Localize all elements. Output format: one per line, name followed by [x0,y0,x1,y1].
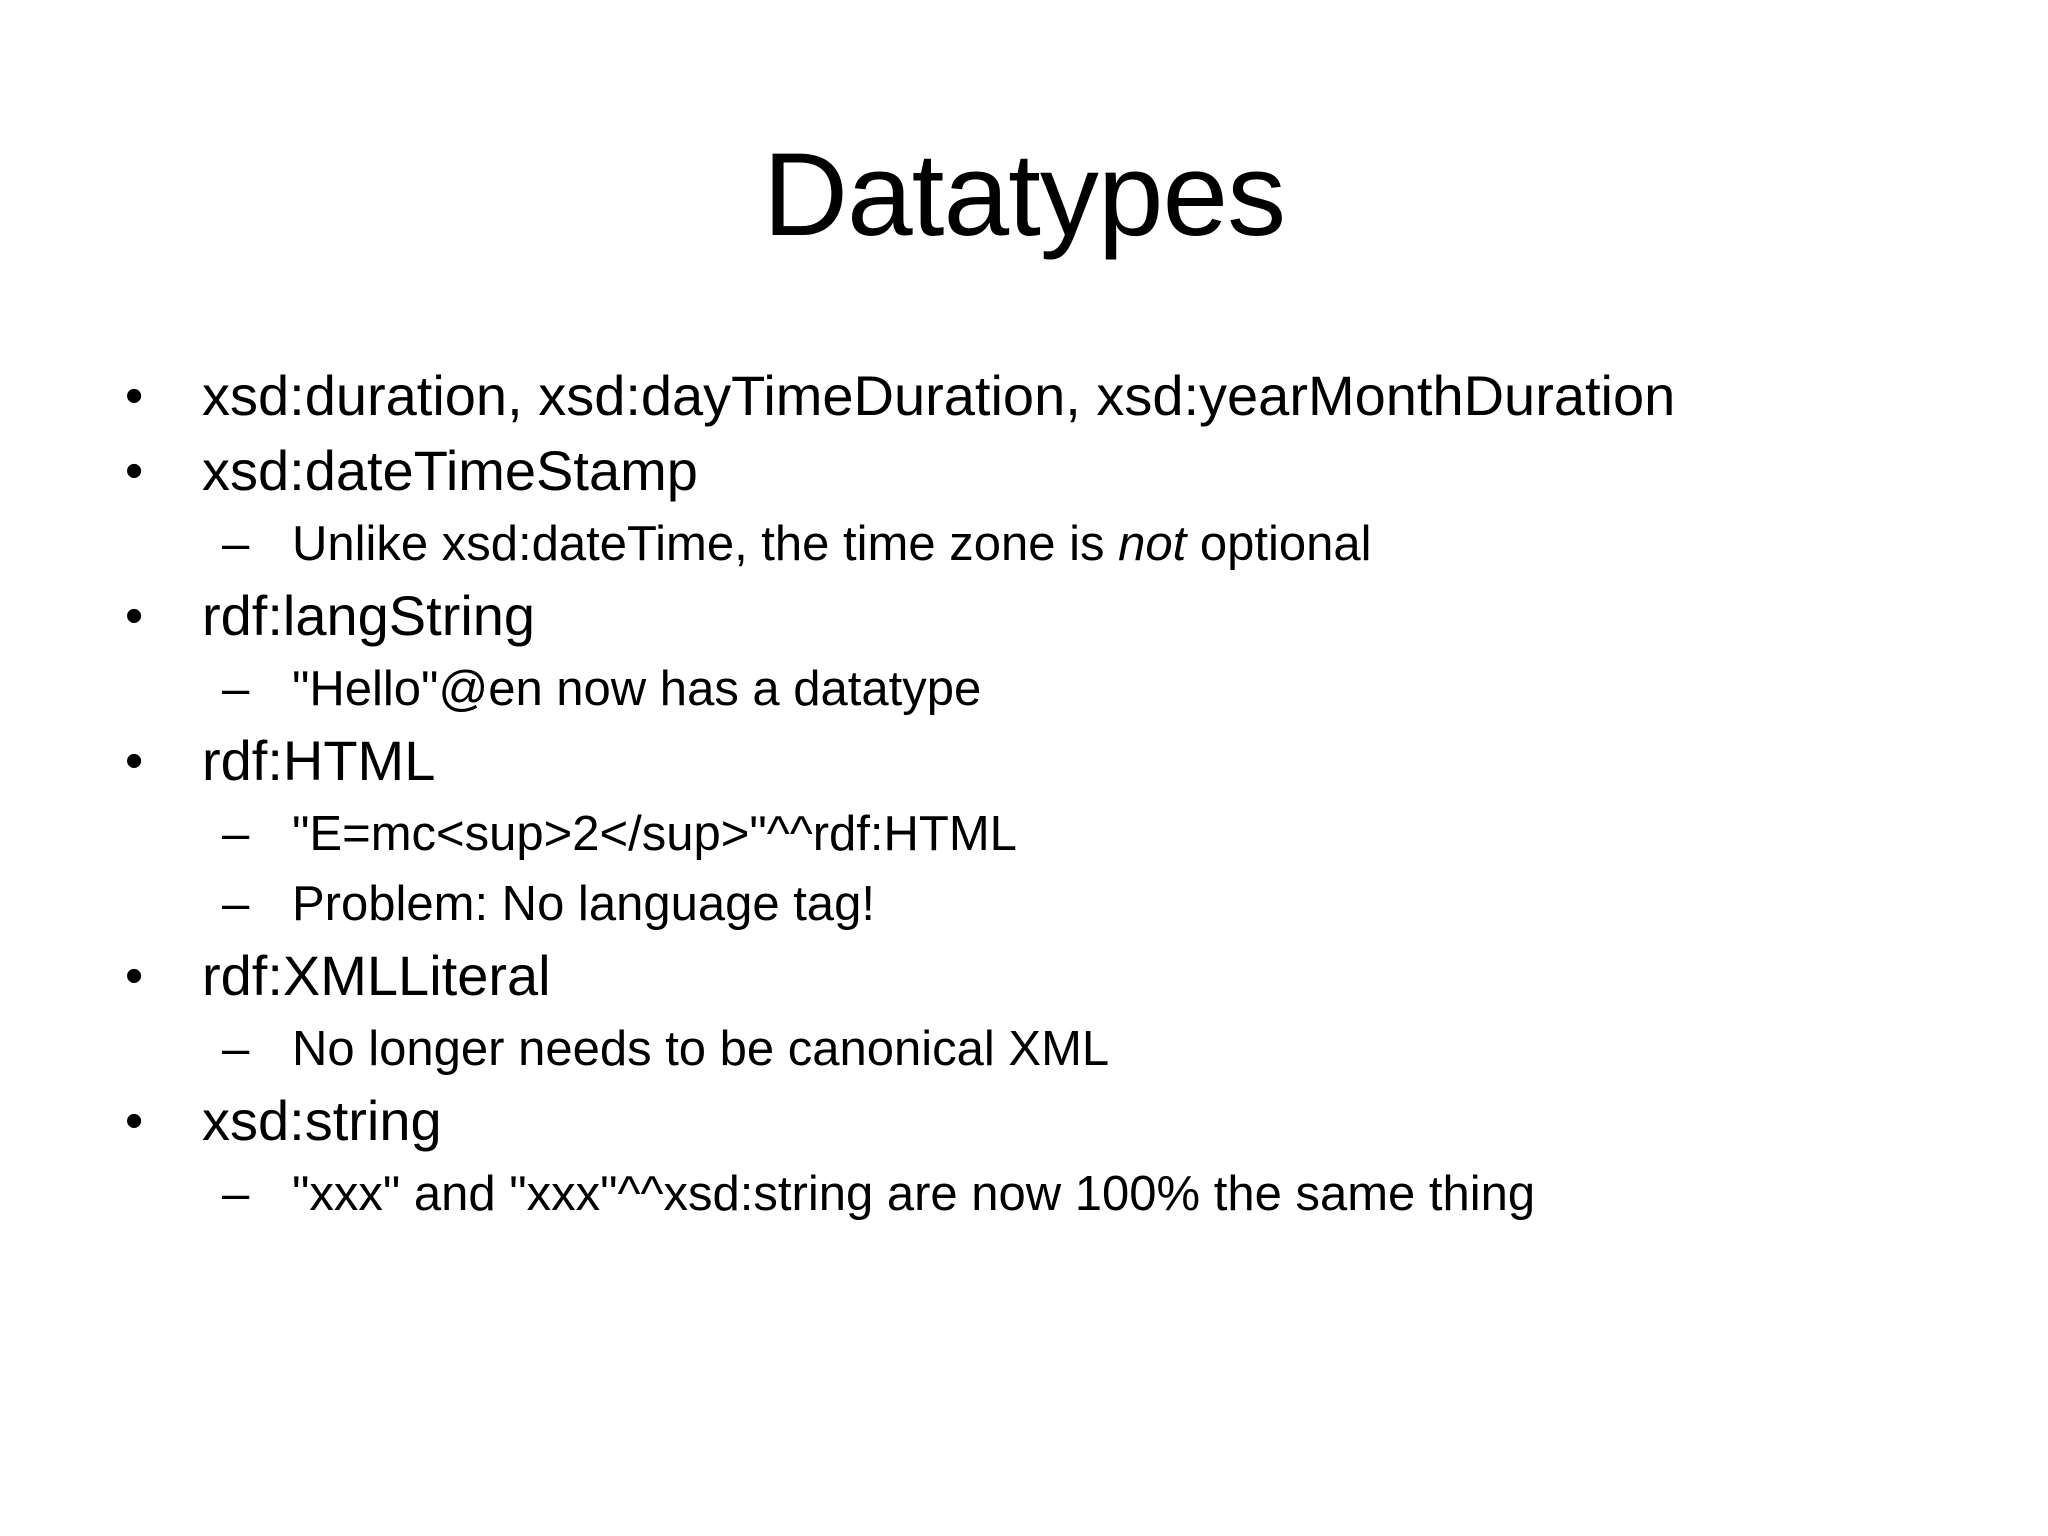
sub-text: "Hello"@en now has a datatype [292,662,982,716]
bullet-text: rdf:HTML [202,729,436,792]
slide-title: Datatypes [762,129,1286,261]
sub-marker: – [222,1022,250,1076]
sub-text-before: Unlike xsd:dateTime, the time zone is [292,517,1119,571]
bullet-text: xsd:duration, xsd:dayTimeDuration, xsd:yearMonthDuration [202,364,1676,427]
sub-text: No longer needs to be canonical XML [292,1022,1110,1076]
sub-text: Problem: No language tag! [292,877,875,931]
bullet-text: rdf:XMLLiteral [202,944,551,1007]
sub-item-problem [120,870,2000,938]
sub-text: "xxx" and "xxx"^^xsd:string are now 100% the same thing [292,1167,1536,1221]
sub-marker: – [222,1167,250,1221]
sub-text-emphasis: not [1118,517,1187,571]
sub-text-after: optional [1186,517,1372,571]
sub-marker: – [222,517,250,571]
bullet-text: xsd:string [202,1089,442,1152]
bullet-item-html [120,725,2000,797]
bullet-marker: • [125,947,144,1005]
sub-marker: – [222,807,250,861]
bullet-text: xsd:dateTimeStamp [202,439,698,502]
bullet-item-langstring [120,580,2000,652]
bullet-item-duration [120,360,2000,432]
bullet-item-xmlliteral [120,940,2000,1012]
sub-item-hello [120,655,2000,723]
bullet-list [120,360,2000,1230]
bullet-marker: • [125,732,144,790]
bullet-marker: • [125,367,144,425]
sub-item-canonical [120,1015,2000,1083]
sub-marker: – [222,877,250,931]
bullet-item-string [120,1085,2000,1157]
sub-item-emc2 [120,800,2000,868]
bullet-item-datetimestamp [120,435,2000,507]
bullet-marker: • [125,587,144,645]
bullet-marker: • [125,1092,144,1150]
sub-item-timezone [120,510,2000,578]
sub-marker: – [222,662,250,716]
sub-item-xxx [120,1160,2000,1228]
sub-text: "E=mc<sup>2</sup>"^^rdf:HTML [292,807,1017,861]
bullet-text: rdf:langString [202,584,536,647]
bullet-marker: • [125,442,144,500]
